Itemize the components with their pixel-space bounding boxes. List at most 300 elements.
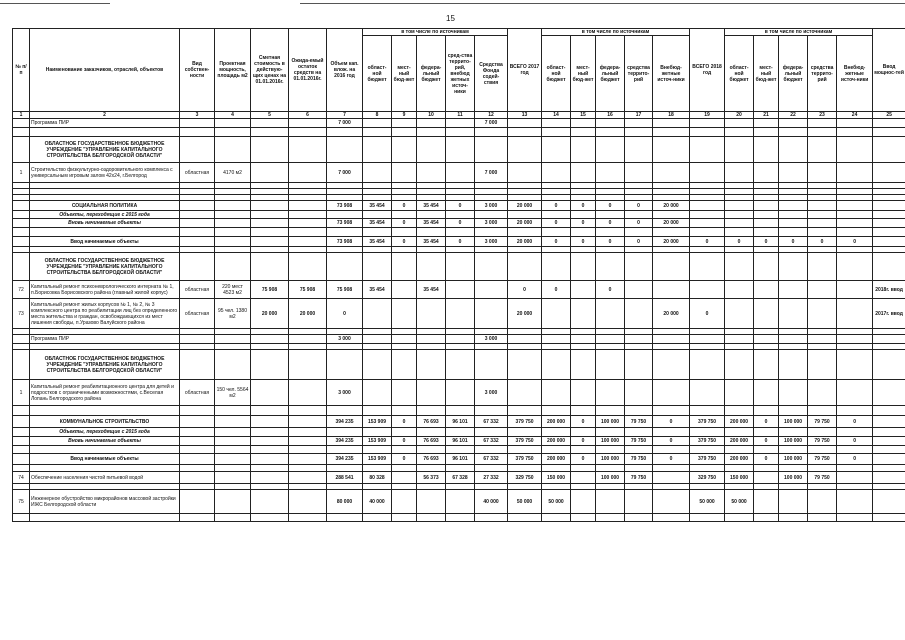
value-cell: [251, 119, 289, 128]
value-cell: 20 000: [653, 299, 690, 329]
object-name: Капитальный ремонт жилых корпусов № 1, № 2, № 3 комплексного центра по реабилитации лиц без определенного места жительства и граждан, освобождающихся из мест лишения свободы, п.Уразово Валуйского района: [30, 299, 180, 329]
empty-cell: [215, 237, 251, 247]
empty-cell: [251, 454, 289, 465]
value-cell: [363, 211, 392, 219]
object-row: [13, 119, 905, 128]
value-cell: 0: [392, 219, 417, 228]
empty-cell: [542, 465, 571, 472]
value-cell: 0: [571, 454, 596, 465]
empty-cell: [596, 350, 625, 380]
empty-cell: [542, 446, 571, 454]
value-cell: 0: [571, 201, 596, 211]
empty-cell: [571, 465, 596, 472]
empty-cell: [571, 128, 596, 137]
capacity-cell: [215, 490, 251, 514]
summary-row: [13, 219, 905, 228]
column-number: 2: [30, 112, 180, 119]
value-cell: [653, 119, 690, 128]
row-number: 75: [13, 490, 30, 514]
header-b2-2018: мест-ный бюд-жет: [754, 36, 779, 112]
object-name: Капитальный ремонт реабилитационного центра для детей и подростков с ограниченными возможностями, с.Веселая Лопань Белгородского района: [30, 380, 180, 406]
empty-cell: [180, 514, 215, 522]
value-cell: [779, 219, 808, 228]
value-cell: 100 000: [596, 472, 625, 484]
value-cell: [508, 380, 542, 406]
empty-cell: [417, 228, 446, 237]
value-cell: 76 693: [417, 416, 446, 428]
value-cell: [873, 428, 905, 437]
row-number: 74: [13, 472, 30, 484]
value-cell: [392, 299, 417, 329]
value-cell: [779, 299, 808, 329]
empty-cell: [327, 253, 363, 281]
value-cell: 200 000: [725, 437, 754, 446]
value-cell: 0: [653, 437, 690, 446]
column-number: 23: [808, 112, 837, 119]
value-cell: [392, 281, 417, 299]
empty-cell: [653, 253, 690, 281]
column-number: 5: [251, 112, 289, 119]
value-cell: 0: [542, 237, 571, 247]
empty-cell: [180, 137, 215, 163]
value-cell: [754, 119, 779, 128]
column-number: 17: [625, 112, 653, 119]
value-cell: 0: [327, 299, 363, 329]
value-cell: [446, 428, 475, 437]
value-cell: 329 750: [690, 472, 725, 484]
empty-cell: [779, 137, 808, 163]
empty-cell: [475, 228, 508, 237]
empty-cell: [215, 137, 251, 163]
value-cell: 0: [446, 219, 475, 228]
value-cell: [625, 335, 653, 344]
empty-cell: [873, 128, 905, 137]
value-cell: 100 000: [596, 454, 625, 465]
empty-cell: [725, 514, 754, 522]
empty-cell: [251, 237, 289, 247]
organization-name: ОБЛАСТНОЕ ГОСУДАРСТВЕННОЕ БЮДЖЕТНОЕ УЧРЕЖДЕНИЕ "УПРАВЛЕНИЕ КАПИТАЛЬНОГО СТРОИТЕЛЬСТВА БЕЛГОРОДСКОЙ ОБЛАСТИ": [30, 137, 180, 163]
value-cell: 79 750: [625, 472, 653, 484]
header-b5-2018: Внебюд-жетные источ-ники: [837, 36, 873, 112]
empty-row: [13, 128, 905, 137]
value-cell: [571, 211, 596, 219]
value-cell: [725, 119, 754, 128]
value-cell: [417, 335, 446, 344]
value-cell: 20 000: [653, 237, 690, 247]
value-cell: [251, 335, 289, 344]
value-cell: [542, 335, 571, 344]
column-numbers-row: [13, 112, 905, 119]
object-row: [13, 335, 905, 344]
value-cell: 153 909: [363, 454, 392, 465]
empty-cell: [571, 253, 596, 281]
value-cell: [392, 119, 417, 128]
value-cell: [475, 428, 508, 437]
empty-cell: [180, 237, 215, 247]
value-cell: [690, 219, 725, 228]
column-number: 15: [571, 112, 596, 119]
empty-cell: [180, 219, 215, 228]
empty-cell: [508, 465, 542, 472]
value-cell: [653, 281, 690, 299]
value-cell: 394 235: [327, 454, 363, 465]
row-number: 1: [13, 380, 30, 406]
empty-cell: [571, 350, 596, 380]
value-cell: [625, 490, 653, 514]
value-cell: [446, 119, 475, 128]
value-cell: [690, 119, 725, 128]
value-cell: [779, 490, 808, 514]
value-cell: [289, 119, 327, 128]
empty-cell: [653, 350, 690, 380]
empty-cell: [13, 406, 30, 416]
value-cell: 0: [508, 281, 542, 299]
empty-cell: [327, 406, 363, 416]
empty-cell: [327, 137, 363, 163]
header-incl-2018: в том числе по источникам: [725, 29, 873, 36]
empty-cell: [837, 228, 873, 237]
value-cell: [542, 163, 571, 183]
empty-cell: [215, 219, 251, 228]
row-number: [13, 119, 30, 128]
value-cell: 200 000: [542, 437, 571, 446]
summary-row: [13, 211, 905, 219]
empty-cell: [725, 128, 754, 137]
header-total-2017: ВСЕГО 2017 год: [508, 29, 542, 112]
empty-cell: [215, 446, 251, 454]
empty-cell: [779, 253, 808, 281]
empty-cell: [417, 446, 446, 454]
value-cell: 50 000: [508, 490, 542, 514]
value-cell: [625, 281, 653, 299]
value-cell: [754, 219, 779, 228]
empty-cell: [327, 228, 363, 237]
value-cell: 0: [446, 201, 475, 211]
empty-cell: [808, 406, 837, 416]
header-src1: област-ной бюджет: [363, 36, 392, 112]
empty-cell: [808, 350, 837, 380]
value-cell: 50 000: [542, 490, 571, 514]
value-cell: 20 000: [653, 219, 690, 228]
value-cell: [873, 416, 905, 428]
value-cell: [690, 211, 725, 219]
value-cell: [690, 428, 725, 437]
empty-cell: [837, 253, 873, 281]
empty-cell: [625, 253, 653, 281]
empty-cell: [327, 465, 363, 472]
empty-cell: [873, 446, 905, 454]
empty-cell: [653, 406, 690, 416]
value-cell: [808, 219, 837, 228]
value-cell: 100 000: [779, 437, 808, 446]
value-cell: [571, 163, 596, 183]
value-cell: 0: [837, 237, 873, 247]
value-cell: [571, 428, 596, 437]
empty-cell: [30, 446, 180, 454]
value-cell: [251, 490, 289, 514]
empty-cell: [475, 253, 508, 281]
section-name: Объекты, переходящие с 2015 года: [30, 428, 180, 437]
row-number: 72: [13, 281, 30, 299]
value-cell: [808, 281, 837, 299]
column-number: 19: [690, 112, 725, 119]
empty-row: [13, 406, 905, 416]
section-name: СОЦИАЛЬНАЯ ПОЛИТИКА: [30, 201, 180, 211]
empty-cell: [289, 253, 327, 281]
empty-cell: [13, 514, 30, 522]
value-cell: [571, 490, 596, 514]
value-cell: 0: [571, 416, 596, 428]
value-cell: [625, 211, 653, 219]
value-cell: [596, 335, 625, 344]
empty-cell: [417, 406, 446, 416]
empty-cell: [475, 465, 508, 472]
value-cell: 67 328: [446, 472, 475, 484]
value-cell: [808, 163, 837, 183]
header-est-cost: Сметная стоимость в действую-щих ценах на 01.01.2016г.: [251, 29, 289, 112]
value-cell: [754, 211, 779, 219]
empty-cell: [653, 128, 690, 137]
empty-cell: [873, 228, 905, 237]
empty-cell: [725, 137, 754, 163]
empty-cell: [180, 350, 215, 380]
summary-row: [13, 416, 905, 428]
value-cell: [508, 211, 542, 219]
value-cell: [754, 281, 779, 299]
empty-cell: [475, 128, 508, 137]
header-num: № п/п: [13, 29, 30, 112]
value-cell: 75 908: [327, 281, 363, 299]
empty-cell: [542, 228, 571, 237]
empty-cell: [215, 128, 251, 137]
empty-cell: [289, 211, 327, 219]
row-number: [13, 428, 30, 437]
column-number: 18: [653, 112, 690, 119]
ownership-cell: [180, 119, 215, 128]
empty-cell: [808, 446, 837, 454]
row-number: [13, 437, 30, 446]
empty-cell: [289, 437, 327, 446]
empty-cell: [289, 428, 327, 437]
value-cell: [446, 299, 475, 329]
empty-cell: [392, 137, 417, 163]
empty-cell: [808, 128, 837, 137]
value-cell: [808, 201, 837, 211]
value-cell: [873, 380, 905, 406]
value-cell: [754, 163, 779, 183]
column-number: 24: [837, 112, 873, 119]
empty-cell: [215, 465, 251, 472]
empty-cell: [653, 137, 690, 163]
empty-cell: [508, 228, 542, 237]
value-cell: [837, 281, 873, 299]
value-cell: [873, 237, 905, 247]
value-cell: [392, 428, 417, 437]
value-cell: 80 000: [327, 490, 363, 514]
empty-cell: [30, 128, 180, 137]
value-cell: 56 373: [417, 472, 446, 484]
empty-cell: [417, 350, 446, 380]
value-cell: [653, 490, 690, 514]
value-cell: 379 750: [508, 454, 542, 465]
value-cell: [392, 380, 417, 406]
empty-cell: [392, 514, 417, 522]
table-body: [13, 119, 905, 522]
value-cell: [754, 472, 779, 484]
value-cell: 2017г. ввод: [873, 299, 905, 329]
ownership-cell: областная: [180, 163, 215, 183]
empty-cell: [180, 128, 215, 137]
empty-cell: [446, 350, 475, 380]
empty-cell: [327, 350, 363, 380]
value-cell: [808, 211, 837, 219]
value-cell: 0: [596, 201, 625, 211]
summary-row: [13, 237, 905, 247]
value-cell: 79 750: [625, 454, 653, 465]
value-cell: [508, 428, 542, 437]
empty-cell: [180, 465, 215, 472]
value-cell: 20 000: [653, 201, 690, 211]
empty-cell: [392, 253, 417, 281]
empty-cell: [596, 137, 625, 163]
section-name: Ввод начинаемые объекты: [30, 237, 180, 247]
empty-cell: [625, 128, 653, 137]
empty-cell: [808, 228, 837, 237]
value-cell: 3 000: [475, 380, 508, 406]
empty-cell: [180, 211, 215, 219]
empty-cell: [363, 228, 392, 237]
empty-cell: [508, 406, 542, 416]
object-name: Обеспечение населения чистой питьевой водой: [30, 472, 180, 484]
value-cell: [542, 211, 571, 219]
empty-cell: [446, 228, 475, 237]
value-cell: [808, 428, 837, 437]
value-cell: [754, 335, 779, 344]
value-cell: [596, 299, 625, 329]
empty-cell: [392, 446, 417, 454]
capacity-cell: 4170 м2: [215, 163, 251, 183]
value-cell: 79 750: [625, 437, 653, 446]
ownership-cell: областная: [180, 299, 215, 329]
value-cell: [690, 380, 725, 406]
empty-cell: [596, 514, 625, 522]
value-cell: [446, 335, 475, 344]
empty-cell: [475, 406, 508, 416]
empty-cell: [873, 350, 905, 380]
empty-cell: [251, 446, 289, 454]
value-cell: [625, 119, 653, 128]
empty-cell: [180, 437, 215, 446]
value-cell: [571, 380, 596, 406]
value-cell: [417, 428, 446, 437]
empty-cell: [475, 446, 508, 454]
empty-cell: [754, 350, 779, 380]
empty-cell: [251, 253, 289, 281]
row-number: 1: [13, 163, 30, 183]
value-cell: 35 454: [363, 201, 392, 211]
header-b3-2017: федера-льный бюджет: [596, 36, 625, 112]
empty-cell: [754, 128, 779, 137]
value-cell: 394 235: [327, 437, 363, 446]
value-cell: [289, 335, 327, 344]
value-cell: [327, 211, 363, 219]
empty-cell: [251, 406, 289, 416]
value-cell: [508, 163, 542, 183]
value-cell: 79 750: [808, 454, 837, 465]
value-cell: [754, 201, 779, 211]
empty-cell: [289, 219, 327, 228]
column-number: 7: [327, 112, 363, 119]
value-cell: [873, 490, 905, 514]
empty-cell: [30, 465, 180, 472]
empty-cell: [289, 446, 327, 454]
value-cell: [690, 335, 725, 344]
organization-name: ОБЛАСТНОЕ ГОСУДАРСТВЕННОЕ БЮДЖЕТНОЕ УЧРЕЖДЕНИЕ "УПРАВЛЕНИЕ КАПИТАЛЬНОГО СТРОИТЕЛЬСТВА БЕЛГОРОДСКОЙ ОБЛАСТИ": [30, 350, 180, 380]
value-cell: 0: [837, 454, 873, 465]
empty-cell: [625, 446, 653, 454]
row-number: [13, 335, 30, 344]
empty-cell: [625, 350, 653, 380]
empty-cell: [653, 465, 690, 472]
empty-cell: [215, 428, 251, 437]
empty-cell: [392, 406, 417, 416]
value-cell: [754, 299, 779, 329]
value-cell: 96 101: [446, 454, 475, 465]
empty-cell: [363, 446, 392, 454]
empty-cell: [417, 128, 446, 137]
empty-cell: [873, 465, 905, 472]
budget-table: [12, 28, 905, 522]
empty-cell: [837, 406, 873, 416]
value-cell: [808, 119, 837, 128]
value-cell: 96 101: [446, 416, 475, 428]
object-row: [13, 490, 905, 514]
value-cell: [251, 380, 289, 406]
value-cell: 0: [571, 437, 596, 446]
empty-cell: [837, 128, 873, 137]
header-row-1: [13, 29, 905, 36]
value-cell: [779, 163, 808, 183]
empty-cell: [13, 465, 30, 472]
empty-cell: [542, 137, 571, 163]
empty-cell: [571, 446, 596, 454]
empty-cell: [873, 137, 905, 163]
value-cell: [625, 163, 653, 183]
value-cell: [542, 380, 571, 406]
value-cell: 0: [653, 454, 690, 465]
value-cell: [690, 281, 725, 299]
empty-cell: [251, 201, 289, 211]
value-cell: 3 000: [475, 335, 508, 344]
empty-cell: [754, 228, 779, 237]
value-cell: [837, 490, 873, 514]
empty-cell: [289, 128, 327, 137]
value-cell: 79 750: [808, 437, 837, 446]
value-cell: 79 750: [808, 472, 837, 484]
empty-cell: [596, 128, 625, 137]
header-ownership: Вид собствен-ности: [180, 29, 215, 112]
object-name: Строительство физкультурно-оздоровительного комплекса с универсальным игровым залом 42х24, г.Белгород: [30, 163, 180, 183]
empty-cell: [690, 350, 725, 380]
value-cell: [289, 472, 327, 484]
value-cell: 20 000: [508, 219, 542, 228]
column-number: 3: [180, 112, 215, 119]
value-cell: [837, 472, 873, 484]
empty-cell: [446, 446, 475, 454]
value-cell: 73 908: [327, 237, 363, 247]
empty-cell: [363, 514, 392, 522]
value-cell: [690, 201, 725, 211]
